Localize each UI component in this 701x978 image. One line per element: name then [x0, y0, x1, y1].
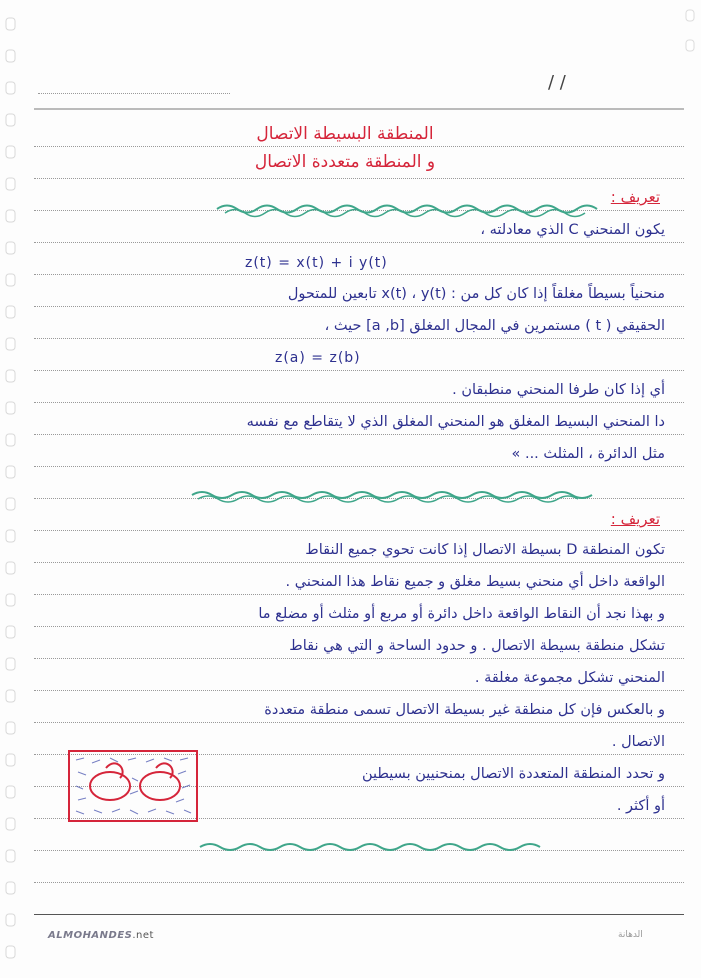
definition-1-line: منحنياً بسيطاً مغلقاً إذا كان كل من : x(t) ، y(t) تابعين للمتحول [287, 286, 665, 302]
ruled-line [34, 690, 684, 691]
ruled-line [34, 338, 684, 339]
definition-2-line: الواقعة داخل أي منحني بسيط مغلق و جميع نقاط هذا المنحني . [285, 574, 665, 590]
ruled-line [34, 178, 684, 179]
definition-2-line: و بهذا نجد أن النقاط الواقعة داخل دائرة أو مربع أو مثلث أو مضلع ما [258, 606, 665, 622]
definition-2-heading: تعريف : [610, 510, 660, 528]
definition-1-line: مثل الدائرة ، المثلث ... » [511, 446, 665, 462]
ruled-line [34, 882, 684, 883]
definition-2-line: الاتصال . [611, 734, 665, 750]
green-wavy-separator [190, 487, 610, 503]
definition-2-line: تكون المنطقة D بسيطة الاتصال إذا كانت تحوي جميع النقاط [305, 542, 665, 558]
footer-right-text: الدهانة [618, 930, 643, 940]
definition-1-line: يكون المنحني C الذي معادلته ، [480, 222, 665, 238]
date-mark: / / [548, 72, 566, 93]
ruled-line [34, 242, 684, 243]
ruled-line [34, 402, 684, 403]
ruled-line [34, 594, 684, 595]
footer-logo-text: ALMOHANDES [48, 930, 133, 941]
definition-2-line: تشكل منطقة بسيطة الاتصال . و حدود الساحة و التي هي نقاط [289, 638, 665, 654]
ruled-line [34, 658, 684, 659]
footer-logo [48, 930, 154, 941]
header-date-line [38, 93, 230, 94]
definition-1-line: الحقيقي ( t ) مستمرين في المجال المغلق [a ,b] حيث ، [324, 318, 665, 334]
green-wavy-underline [215, 200, 605, 218]
ruled-line [34, 306, 684, 307]
ruled-line [34, 434, 684, 435]
green-wavy-closing-line [198, 840, 558, 854]
multiply-connected-region-figure [66, 748, 202, 826]
definition-1-heading: تعريف : [610, 188, 660, 206]
footer-logo-suffix: .net [132, 930, 154, 941]
ruled-line [34, 562, 684, 563]
ruled-line [34, 530, 684, 531]
ruled-line [34, 722, 684, 723]
header-separator [34, 108, 684, 110]
definition-2-line: و تحدد المنطقة المتعددة الاتصال بمنحنيين بسيطين [361, 766, 665, 782]
ruled-line [34, 370, 684, 371]
ruled-line [34, 274, 684, 275]
page-title-line-1: المنطقة البسيطة الاتصال [256, 124, 434, 144]
ruled-line [34, 466, 684, 467]
ruled-line [34, 146, 684, 147]
ruled-line [34, 914, 684, 915]
definition-1-line: دا المنحني البسيط المغلق هو المنحني المغلق الذي لا يتقاطع مع نفسه [246, 414, 665, 430]
definition-1-line: أي إذا كان طرفا المنحني منطبقان . [452, 382, 665, 398]
ruled-line [34, 626, 684, 627]
definition-2-line: المنحني تشكل مجموعة مغلقة . [474, 670, 665, 686]
definition-1-formula: z(a) = z(b) [275, 350, 361, 366]
definition-2-line: أو أكثر . [616, 798, 665, 814]
definition-1-formula: z(t) = x(t) + i y(t) [245, 255, 388, 271]
definition-2-line: و بالعكس فإن كل منطقة غير بسيطة الاتصال تسمى منطقة متعددة [264, 702, 665, 718]
page-title-line-2: و المنطقة متعددة الاتصال [254, 152, 436, 172]
